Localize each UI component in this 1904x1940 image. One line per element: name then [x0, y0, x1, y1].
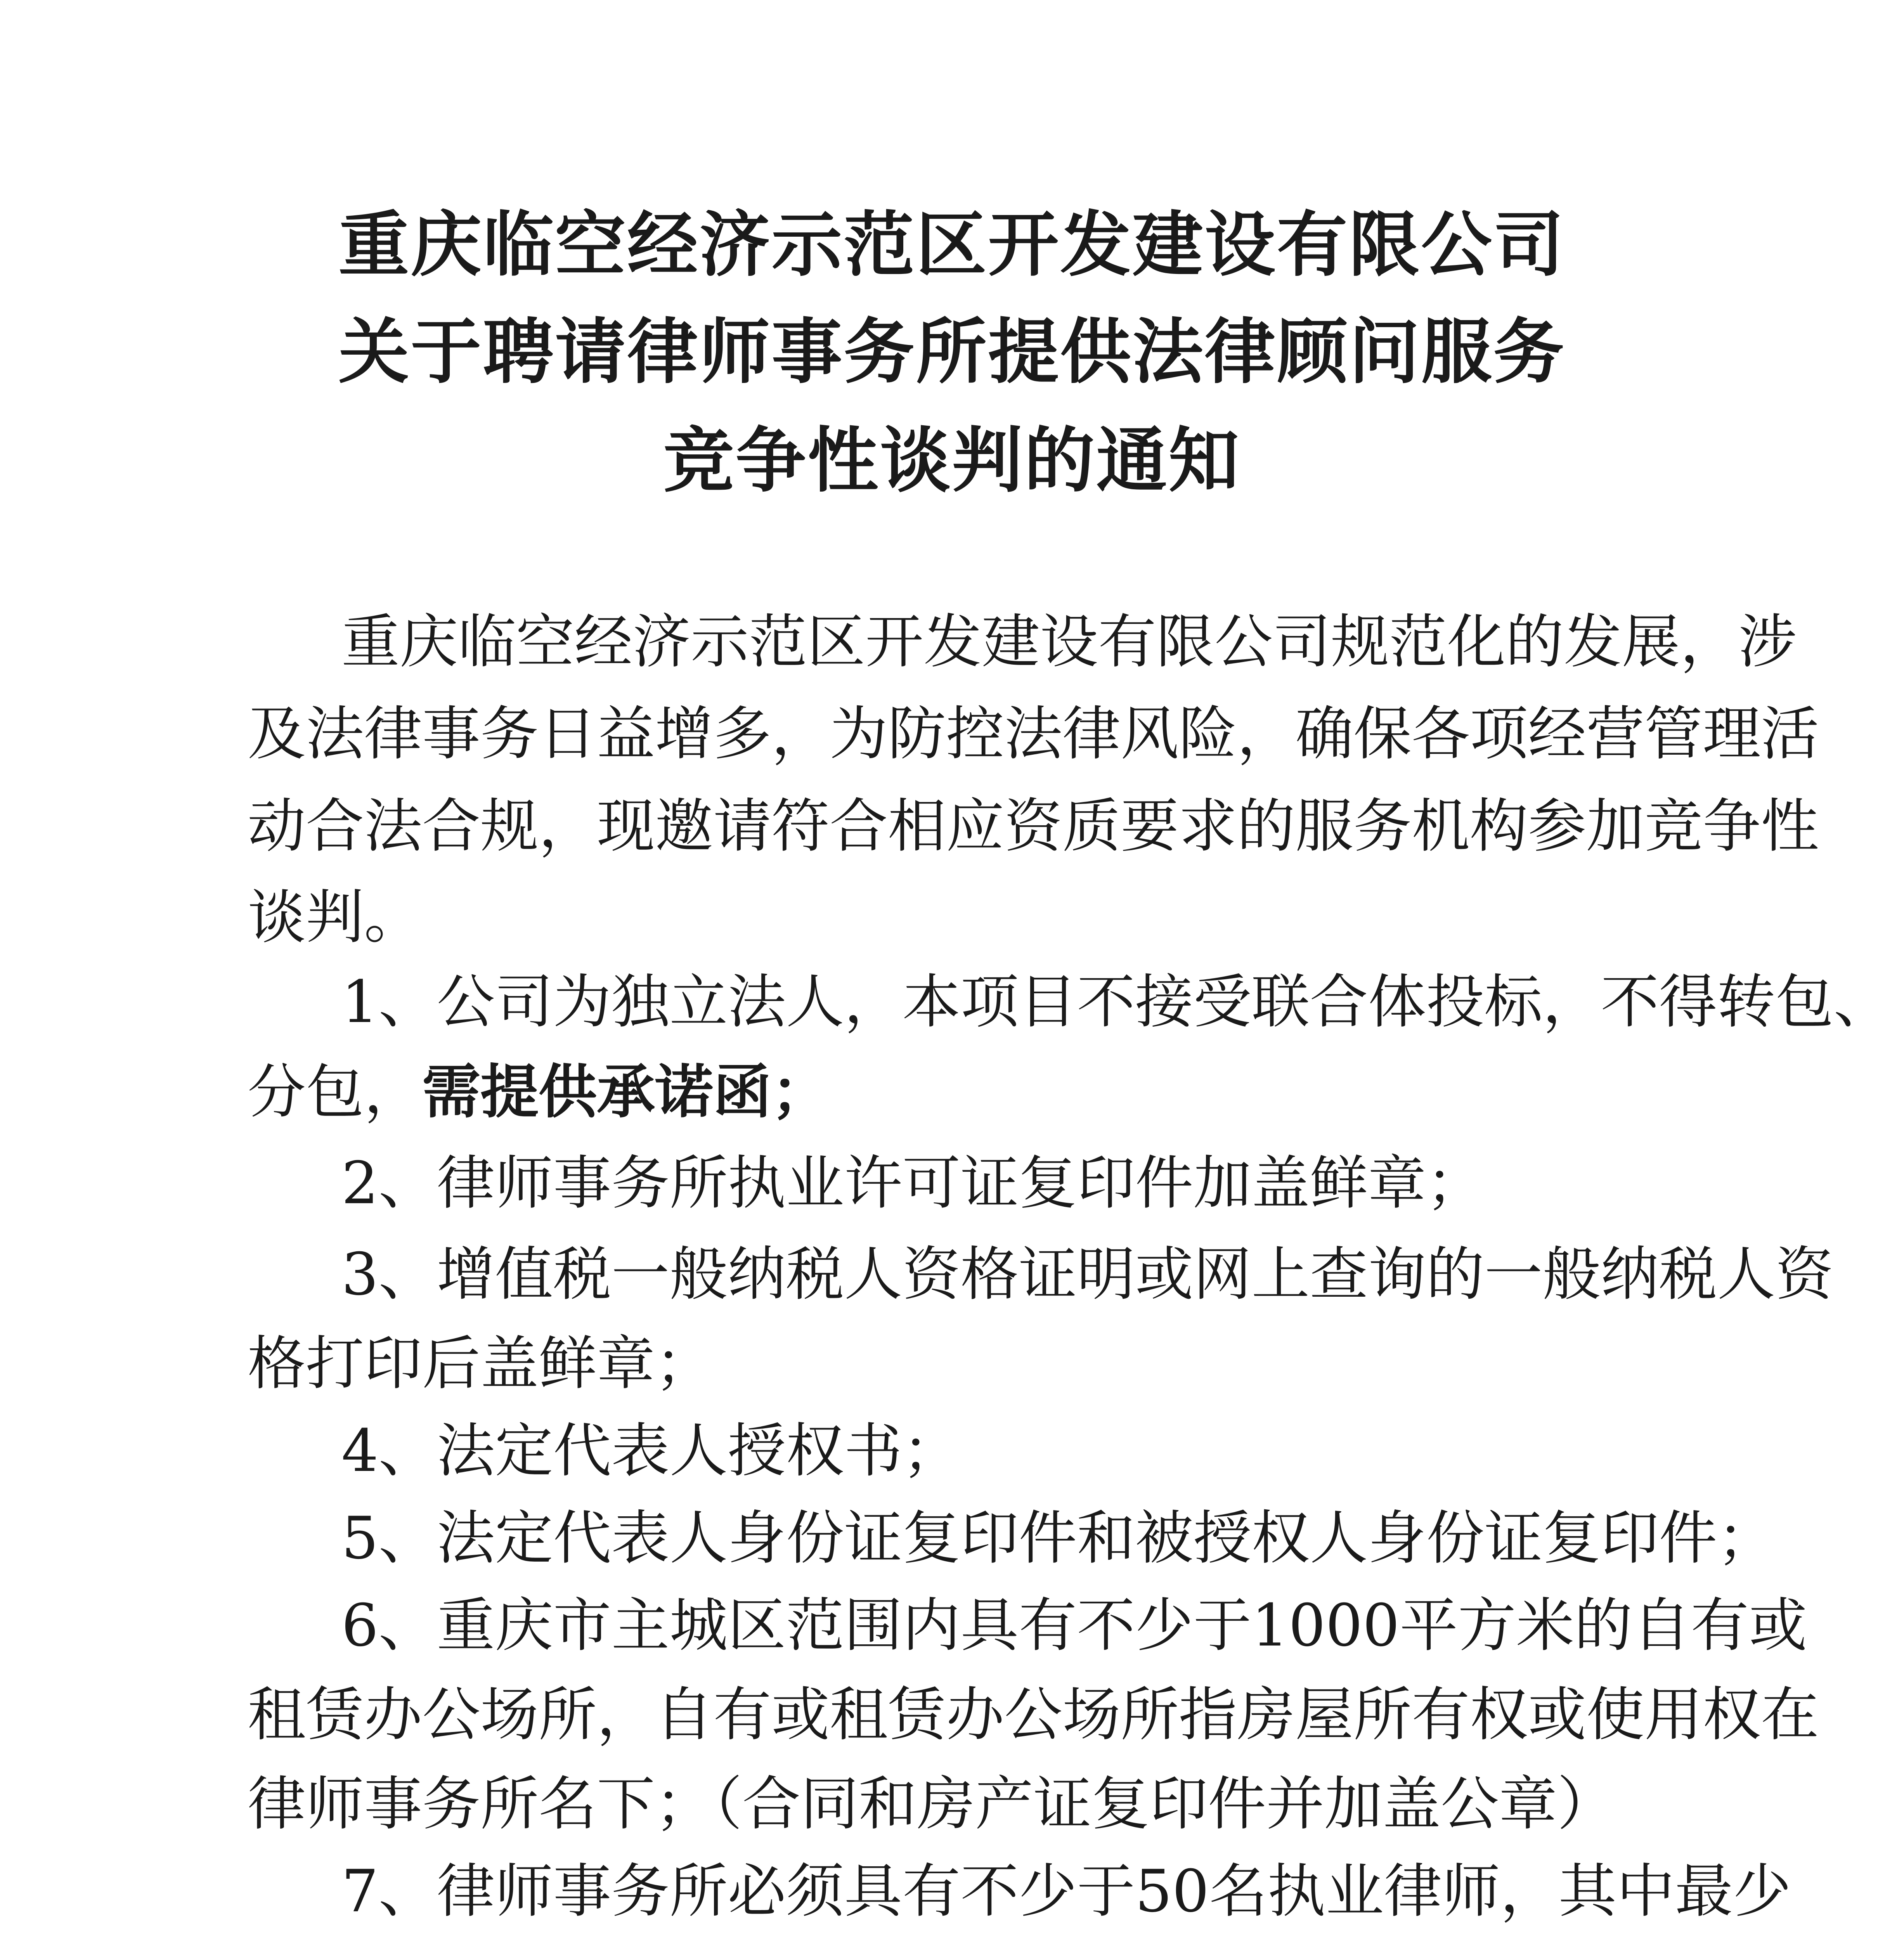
body-line: 租赁办公场所，自有或租赁办公场所指房屋所有权或使用权在	[248, 1681, 1819, 1749]
body-line: 7、律师事务所必须具有不少于50名执业律师，其中最少	[341, 1858, 1791, 1925]
doc-title-line-3: 竞争性谈判的通知	[663, 419, 1241, 502]
bold-commitment: 需提供承诺函；	[422, 1058, 830, 1126]
body-line: 动合法合规，现邀请符合相应资质要求的服务机构参加竞争性	[248, 793, 1819, 860]
body-line: 3、增值税一般纳税人资格证明或网上查询的一般纳税人资	[341, 1241, 1834, 1308]
doc-title-line-2: 关于聘请律师事务所提供法律顾问服务	[338, 311, 1566, 393]
item-1-tail: 分包，	[248, 1058, 423, 1126]
body-line: 6、重庆市主城区范围内具有不少于1000平方米的自有或	[341, 1592, 1807, 1659]
body-line: 谈判。	[248, 884, 423, 951]
body-line: 2、律师事务所执业许可证复印件加盖鲜章；	[341, 1150, 1485, 1217]
body-line: 5、法定代表人身份证复印件和被授权人身份证复印件；	[341, 1505, 1776, 1572]
body-line: 1、公司为独立法人，本项目不接受联合体投标，不得转包、	[341, 968, 1892, 1036]
body-line: 4、法定代表人授权书；	[341, 1417, 961, 1485]
body-line: 律师事务所名下；（合同和房产证复印件并加盖公章）	[248, 1770, 1616, 1838]
body-line: 重庆临空经济示范区开发建设有限公司规范化的发展，涉	[341, 608, 1797, 676]
doc-title-line-1: 重庆临空经济示范区开发建设有限公司	[338, 204, 1566, 286]
body-line: 及法律事务日益增多，为防控法律风险，确保各项经营管理活	[248, 700, 1819, 768]
body-line	[248, 1058, 1650, 1126]
body-line: 格打印后盖鲜章；	[248, 1330, 714, 1398]
